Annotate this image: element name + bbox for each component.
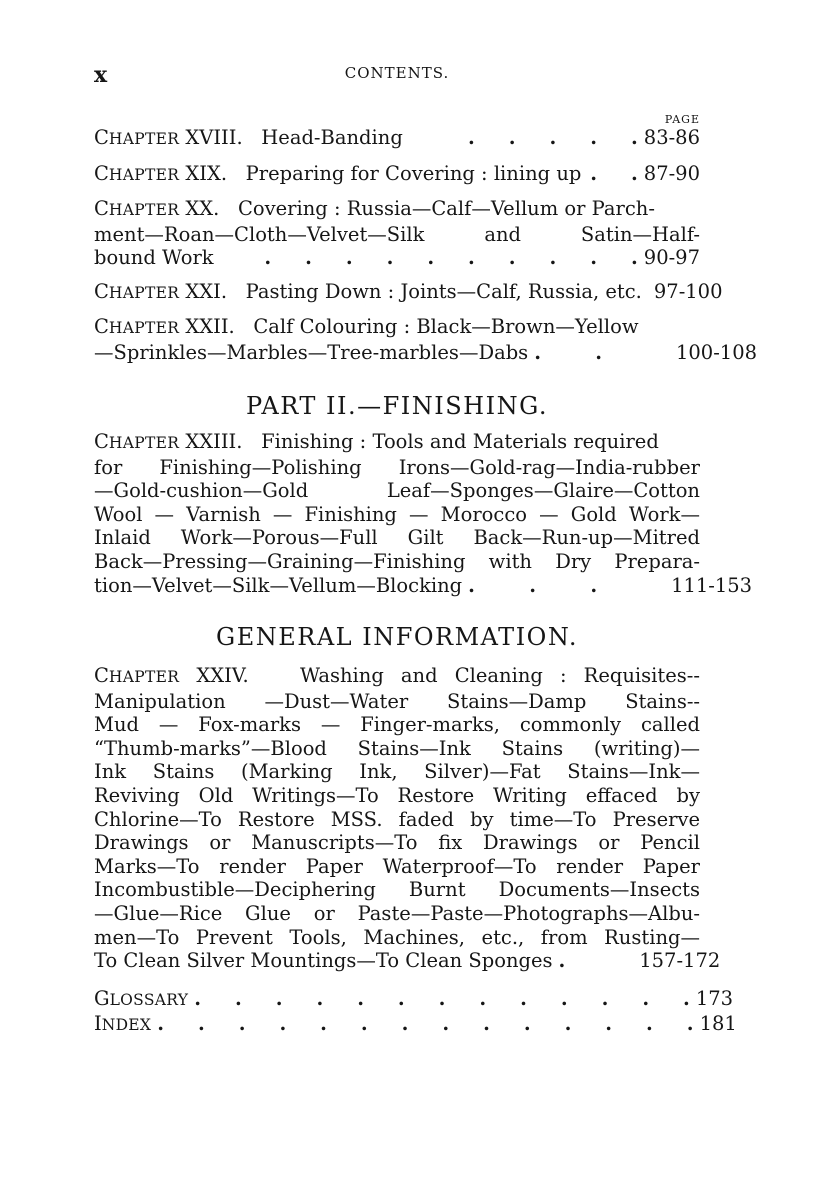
page-range: 83-86 <box>643 126 700 149</box>
page-range: 97-100 <box>653 280 723 303</box>
chapter-numeral: XX. <box>185 197 220 220</box>
chapter-title-line: Mud — Fox-marks — Finger-marks, commonly called <box>94 713 700 737</box>
toc-entry-ch19[interactable]: CHAPTER XIX. Preparing for Covering : lining up . . 87-90 <box>94 162 700 185</box>
dot-leader: . . . <box>468 573 666 597</box>
page-range: 111-153 <box>671 573 753 597</box>
page-range: 90-97 <box>643 246 700 270</box>
dot-leader: . . . . . . . . . . . . . <box>194 987 690 1010</box>
toc-entry-ch18[interactable] <box>94 126 700 152</box>
toc-entry-ch24[interactable]: CHAPTER XXIV. Washing and Cleaning : Requisites-- Manipulation —Dust—Water Stains—Damp Stains-- Mud — Fox-marks — Finger-marks, commonly called “Thumb-marks”—Blood Stains—Ink Stains (writing)— Ink Stains (Marking Ink, Silver)—Fat Stains—Ink— Reviving Old Writings—To Restore Writing effaced by Chlorine—To Restore MSS. faded by time—To Preserve Drawings or Manuscripts—To fix Drawings or Pencil Marks—To render Paper Waterproof—To render Paper Incombustible—Deciphering Burnt Documents—Insects —Glue—Rice Glue or Paste—Paste—Photographs—Albu- men—To Prevent Tools, Machines, etc., from Rusting— To Clean Silver Mountings—To Clean Sponges . 157-172 <box>94 664 721 973</box>
toc-entry-index[interactable]: INDEX . . . . . . . . . . . . . . 181 <box>94 1012 737 1035</box>
chapter-title-line: Ink Stains (Marking Ink, Silver)—Fat Stains—Ink— <box>94 760 700 784</box>
page-range: 173 <box>695 987 734 1010</box>
chapter-title-line: Drawings or Manuscripts—To fix Drawings or Pencil <box>94 831 700 855</box>
page-column-label: PAGE <box>664 113 700 126</box>
running-title: CONTENTS. <box>344 64 450 82</box>
chapter-title: Preparing for Covering : lining up <box>245 162 582 185</box>
chapter-title: Head-Banding <box>261 126 403 149</box>
toc-entry-ch21[interactable]: CHAPTER XXI. Pasting Down : Joints—Calf, Russia, etc. 97-100 <box>94 280 723 303</box>
chapter-title-line: Inlaid Work—Porous—Full Gilt Back—Run-up—Mitred <box>94 526 700 550</box>
dot-leader: . <box>558 949 634 973</box>
chapter-title-line: for Finishing—Polishing Irons—Gold-rag—India-rubber <box>94 455 700 479</box>
chapter-title-line: Calf Colouring : Black—Brown—Yellow <box>253 315 639 338</box>
chapter-numeral: XXII. <box>185 315 235 338</box>
chapter-title: Pasting Down : Joints—Calf, Russia, etc. <box>245 280 642 303</box>
chapter-title-line: Incombustible—Deciphering Burnt Documents—Insects <box>94 878 700 902</box>
glossary-label: LOSSARY <box>109 991 189 1009</box>
page-folio: x <box>94 62 108 88</box>
dot-leader: . . . . . . . . . . <box>264 246 638 270</box>
chapter-title-line: men—To Prevent Tools, Machines, etc., from Rusting— <box>94 925 700 949</box>
dot-leader: . . . . . . . . . . . . . . <box>157 1012 694 1035</box>
chapter-numeral: XXI. <box>185 280 228 303</box>
page-range: 87-90 <box>643 162 700 185</box>
chapter-numeral: XIX. <box>185 162 228 185</box>
chapter-title-line: —Glue—Rice Glue or Paste—Paste—Photographs—Albu- <box>94 901 700 925</box>
page-header <box>94 62 700 86</box>
chapter-title-line: Chlorine—To Restore MSS. faded by time—To Preserve <box>94 807 700 831</box>
chapter-title-line: Washing and Cleaning : Requisites-- <box>300 664 700 687</box>
chapter-title-line: “Thumb-marks”—Blood Stains—Ink Stains (writing)— <box>94 736 700 760</box>
page-range: 100-108 <box>675 340 758 364</box>
index-label: NDEX <box>101 1016 152 1034</box>
part-heading: PART II.—FINISHING. <box>245 392 549 420</box>
chapter-title-line: bound Work <box>94 246 214 270</box>
chapter-title-line: Covering : Russia—Calf—Vellum or Parch- <box>237 197 655 220</box>
toc-entry-glossary[interactable]: GLOSSARY . . . . . . . . . . . . . 173 <box>94 987 734 1010</box>
toc-entry-ch20[interactable]: CHAPTER XX. Covering : Russia—Calf—Vellum or Parch- ment—Roan—Cloth—Velvet—Silk and Satin—Half- bound Work . . . . . . . . . . 90-97 <box>94 197 700 270</box>
chapter-numeral: XVIII. <box>185 126 243 149</box>
chapter-label: CHAPTER <box>94 126 180 149</box>
section-heading: GENERAL INFORMATION. <box>216 623 578 651</box>
page-range: 181 <box>699 1012 737 1035</box>
chapter-numeral: XXIV. <box>196 664 249 687</box>
chapter-title-line: ment—Roan—Cloth—Velvet—Silk and Satin—Half- <box>94 222 700 246</box>
chapter-title-line: Back—Pressing—Graining—Finishing with Dry Prepara- <box>94 549 700 573</box>
chapter-title-line: tion—Velvet—Silk—Vellum—Blocking <box>94 573 463 597</box>
chapter-title-line: Reviving Old Writings—To Restore Writing effaced by <box>94 783 700 807</box>
page-range: 157-172 <box>639 949 721 973</box>
chapter-title-line: Manipulation —Dust—Water Stains—Damp Stains-- <box>94 689 700 713</box>
chapter-title-line: —Sprinkles—Marbles—Tree-marbles—Dabs <box>94 340 529 364</box>
toc-entry-ch22[interactable]: CHAPTER XXII. Calf Colouring : Black—Brown—Yellow —Sprinkles—Marbles—Tree-marbles—Dabs . . 100-108 <box>94 315 758 364</box>
chapter-title-line: Wool — Varnish — Finishing — Morocco — Gold Work— <box>94 502 700 526</box>
dot-leader: . . <box>590 162 638 185</box>
toc-entry-ch23[interactable]: CHAPTER XXIII. Finishing : Tools and Materials required for Finishing—Polishing Irons—Gold-rag—India-rubber —Gold-cushion—Gold Leaf—Sponges—Glaire—Cotton Wool — Varnish — Finishing — Morocco — Gold Work— Inlaid Work—Porous—Full Gilt Back—Run-up—Mitred Back—Pressing—Graining—Finishing with Dry Prepara- tion—Velvet—Silk—Vellum—Blocking . . . 111-153 <box>94 430 753 597</box>
chapter-title-line: —Gold-cushion—Gold Leaf—Sponges—Glaire—Cotton <box>94 479 700 503</box>
dot-leader: . . . . . <box>468 126 638 149</box>
chapter-title-line: To Clean Silver Mountings—To Clean Sponges <box>94 949 553 973</box>
chapter-numeral: XXIII. <box>185 430 243 453</box>
chapter-title-line: Finishing : Tools and Materials required <box>261 430 659 453</box>
chapter-title-line: Marks—To render Paper Waterproof—To render Paper <box>94 854 700 878</box>
dot-leader: . . <box>534 340 670 364</box>
